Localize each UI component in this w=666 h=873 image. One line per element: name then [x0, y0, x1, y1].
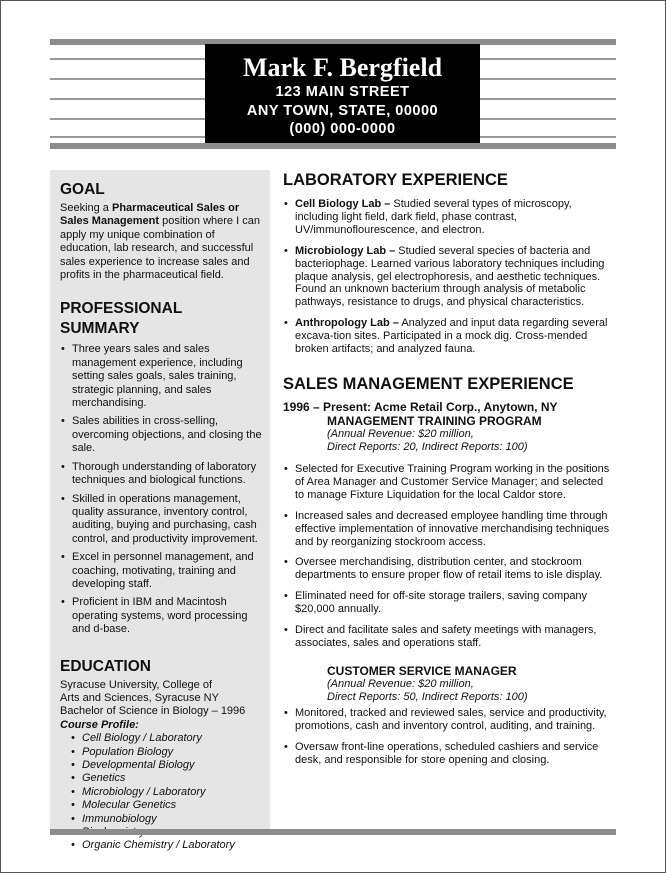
candidate-name: Mark F. Bergfield	[242, 53, 443, 82]
list-item: • Cell Biology / Laboratory	[82, 732, 265, 745]
list-item: • Eliminated need for off-site storage trailers, saving company $20,000 annually.	[295, 590, 613, 616]
job1-line: 1996 – Present: Acme Retail Corp., Anytown, NY	[283, 399, 558, 414]
job1-revenue: (Annual Revenue: $20 million,	[327, 427, 474, 440]
summary-list	[60, 343, 265, 636]
list-item: • Immunobiology	[82, 813, 265, 826]
education-college: Arts and Sciences, Syracuse NY	[60, 691, 219, 704]
name-block	[205, 44, 480, 143]
sales-heading: SALES MANAGEMENT EXPERIENCE	[283, 374, 574, 393]
goal-text: Seeking a Pharmaceutical Sales or Sales Management position where I can apply my unique combination of education, lab research, and successful sales experience to increase sales and profits in the pharmaceutical field.	[60, 202, 260, 282]
course-profile-heading: Course Profile:	[60, 718, 139, 731]
sidebar	[50, 170, 270, 852]
list-item: • Anthropology Lab – Analyzed and input data regarding several excava-tion sites. Participated in a mock dig. Cross-mended broken artifacts; and analyzed fauna.	[295, 317, 613, 356]
job2-revenue: (Annual Revenue: $20 million,	[327, 677, 474, 690]
job2-title: CUSTOMER SERVICE MANAGER	[327, 663, 517, 678]
list-item: • Sales abilities in cross-selling, overcoming objections, and closing the sale.	[72, 415, 265, 455]
job1-title: MANAGEMENT TRAINING PROGRAM	[327, 413, 542, 428]
summary-heading: PROFESSIONAL SUMMARY	[60, 300, 183, 338]
list-item: • Genetics	[82, 772, 265, 785]
list-item: • Organic Chemistry / Laboratory	[82, 839, 265, 852]
goal-heading: GOAL	[60, 181, 105, 198]
list-item: • Microbiology / Laboratory	[82, 786, 265, 799]
footer-stripe	[50, 829, 616, 835]
list-item: • Excel in personnel management, and coaching, motivating, training and developing staff.	[72, 551, 265, 591]
job2-reports: Direct Reports: 50, Indirect Reports: 100)	[327, 690, 528, 703]
lab-list	[283, 198, 613, 356]
lab-heading: LABORATORY EXPERIENCE	[283, 171, 508, 189]
list-item: • Increased sales and decreased employee handling time through effective implementation of innovative merchandising techniques and by reorganizing stockroom access.	[295, 510, 613, 549]
list-item: • Molecular Genetics	[82, 799, 265, 812]
job1-reports: Direct Reports: 20, Indirect Reports: 100)	[327, 440, 528, 453]
phone-number: (000) 000-0000	[289, 121, 396, 137]
list-item: • Selected for Executive Training Program working in the positions of Area Manager and Customer Service Manager; and selected to manage Fixture Liquidation for the local Caldor store.	[295, 463, 613, 502]
education-degree: Bachelor of Science in Biology – 1996	[60, 705, 246, 718]
list-item: • Skilled in operations management, quality assurance, inventory control, auditing, buying and purchasing, cash control, and productivity improvement.	[72, 493, 265, 547]
job2-list	[283, 707, 613, 767]
job1-list	[283, 463, 613, 650]
main-column	[283, 170, 613, 774]
list-item: • Oversaw front-line operations, scheduled cashiers and service desk, and responsible for store opening and closing.	[295, 741, 613, 767]
list-item: • Three years sales and sales management experience, including setting sales goals, sales training, strategic planning, and sales merchandising.	[72, 343, 265, 410]
list-item: • Direct and facilitate sales and safety meetings with managers, associates, sales and operations staff.	[295, 624, 613, 650]
street-address: 123 MAIN STREET	[275, 84, 410, 100]
list-item: • Cell Biology Lab – Studied several types of microscopy, including light field, dark field, phase contrast, UV/immunoflourescence, and electron.	[295, 198, 613, 237]
list-item: • Monitored, tracked and reviewed sales, service and productivity, promotions, cash and inventory control, auditing, and training.	[295, 707, 613, 733]
list-item: • Microbiology Lab – Studied several species of bacteria and bacteriophage. Learned various laboratory techniques including plaque analysis, gel electrophoresis, and aesthetic techniques. Found an unknown bacterium through analysis of metabolic pathways, resistance to drugs, and physical characteristics.	[295, 245, 613, 310]
list-item: • Oversee merchandising, distribution center, and stockroom departments to ensure proper flow of retail items to isle display.	[295, 556, 613, 582]
city-state: ANY TOWN, STATE, 00000	[246, 102, 439, 119]
education-school: Syracuse University, College of	[60, 678, 213, 691]
list-item: • Developmental Biology	[82, 759, 265, 772]
list-item: • Population Biology	[82, 746, 265, 759]
list-item: • Proficient in IBM and Macintosh operating systems, word processing and d-base.	[72, 596, 265, 636]
education-heading: EDUCATION	[60, 657, 151, 675]
list-item: • Thorough understanding of laboratory techniques and biological functions.	[72, 461, 265, 488]
